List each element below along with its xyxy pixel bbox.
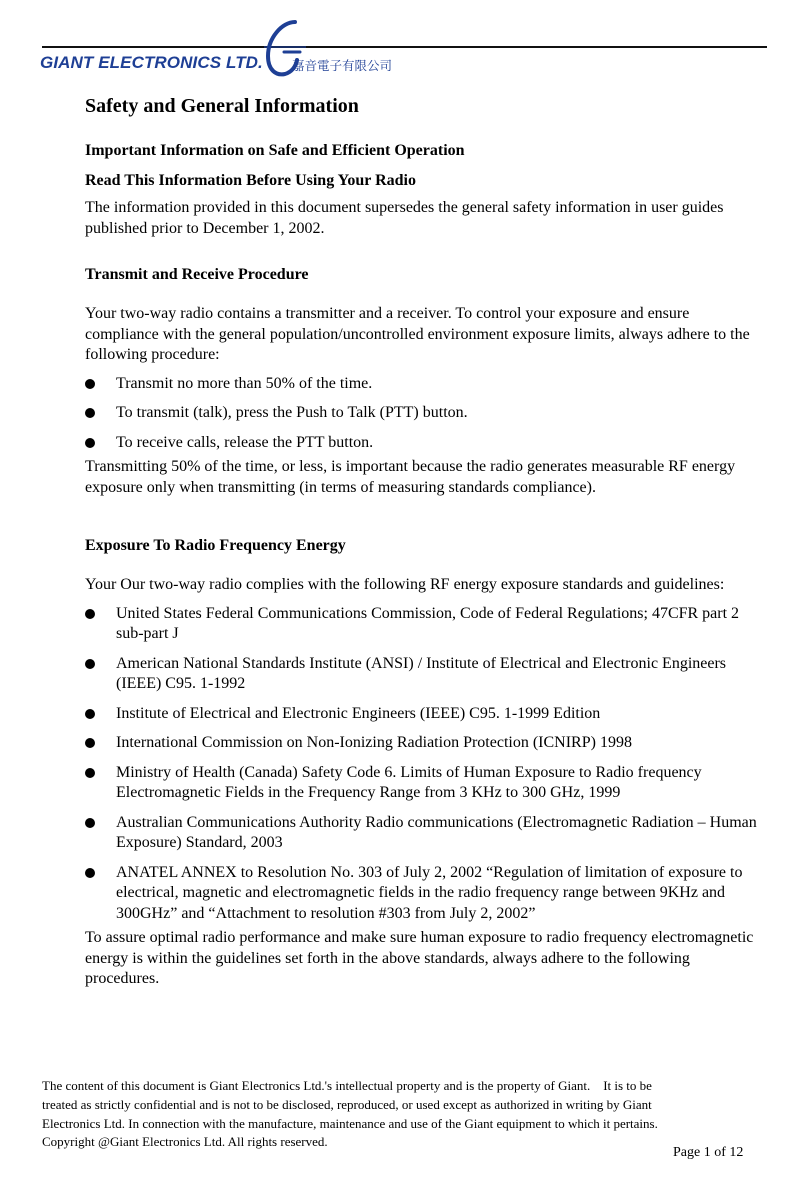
intro-paragraph: The information provided in this document supersedes the general safety information in user guides published prior to December 1, 2002. [85,199,724,237]
company-name-chinese: 嘉音電子有限公司 [292,58,393,73]
transmit-paragraph: Your two-way radio contains a transmitter and a receiver. To control your exposure and ensure compliance with the general population/uncontrolled environment exposure limits, always adhere to the following procedure: [85,305,750,363]
list-item: ANATEL ANNEX to Resolution No. 303 of July 2, 2002 “Regulation of limitation of exposure to electrical, magnetic and electromagnetic fields in the radio frequency range between 9KHz and 300GHz” and “Attachment to resolution #303 from July 2, 2002” [85,863,760,925]
transmit-heading: Transmit and Receive Procedure [85,266,309,283]
list-item: To transmit (talk), press the Push to Talk (PTT) button. [85,403,760,424]
list-item: Ministry of Health (Canada) Safety Code 6. Limits of Human Exposure to Radio frequency Electromagnetic Fields in the Frequency Range from 3 KHz to 300 GHz, 1999 [85,763,760,804]
list-item: Transmit no more than 50% of the time. [85,374,760,395]
bullet-icon [85,379,95,389]
exposure-paragraph: Your Our two-way radio complies with the following RF energy exposure standards and guidelines: [85,576,725,593]
bullet-icon [85,738,95,748]
bullet-icon [85,818,95,828]
footer-line: Copyright @Giant Electronics Ltd. All rights reserved. [42,1134,328,1150]
bullet-icon [85,609,95,619]
confidentiality-footer [42,1077,754,1152]
page-number: Page 1 of 12 [673,1145,744,1160]
bullet-icon [85,659,95,669]
exposure-after-paragraph: To assure optimal radio performance and make sure human exposure to radio frequency electromagnetic energy is within the guidelines set forth in the above standards, always adhere to the following procedures. [85,929,754,987]
standards-list [85,604,760,925]
page-header [0,0,808,90]
bullet-icon [85,868,95,878]
footer-line: The content of this document is Giant Electronics Ltd.'s intellectual property and is the property of Giant. It is to be [42,1078,652,1093]
page-title: Safety and General Information [85,95,359,117]
footer-line: Electronics Ltd. In connection with the manufacture, maintenance and use of the Giant equipment to which it pertains. [42,1115,658,1131]
list-item: United States Federal Communications Commission, Code of Federal Regulations; 47CFR part 2 sub-part J [85,604,760,645]
header-rule [42,46,767,48]
intro-heading-2: Read This Information Before Using Your Radio [85,172,416,189]
bullet-icon [85,438,95,448]
list-item: Australian Communications Authority Radio communications (Electromagnetic Radiation – Human Exposure) Standard, 2003 [85,813,760,854]
bullet-icon [85,709,95,719]
list-item: American National Standards Institute (ANSI) / Institute of Electrical and Electronic Engineers (IEEE) C95. 1-1992 [85,654,760,695]
intro-heading-1: Important Information on Safe and Efficient Operation [85,142,465,159]
list-item: To receive calls, release the PTT button. [85,433,760,454]
document-body [85,92,760,990]
list-item: Institute of Electrical and Electronic Engineers (IEEE) C95. 1-1999 Edition [85,704,760,725]
company-name: GIANT ELECTRONICS LTD. [40,53,263,72]
bullet-icon [85,768,95,778]
exposure-heading: Exposure To Radio Frequency Energy [85,537,346,554]
transmit-list [85,374,760,454]
list-item: International Commission on Non-Ionizing Radiation Protection (ICNIRP) 1998 [85,733,760,754]
bullet-icon [85,408,95,418]
transmit-after-paragraph: Transmitting 50% of the time, or less, is important because the radio generates measurable RF energy exposure only when transmitting (in terms of measuring standards compliance). [85,458,736,496]
footer-line: treated as strictly confidential and is not to be disclosed, reproduced, or used except as authorized in writing by Giant [42,1096,652,1112]
